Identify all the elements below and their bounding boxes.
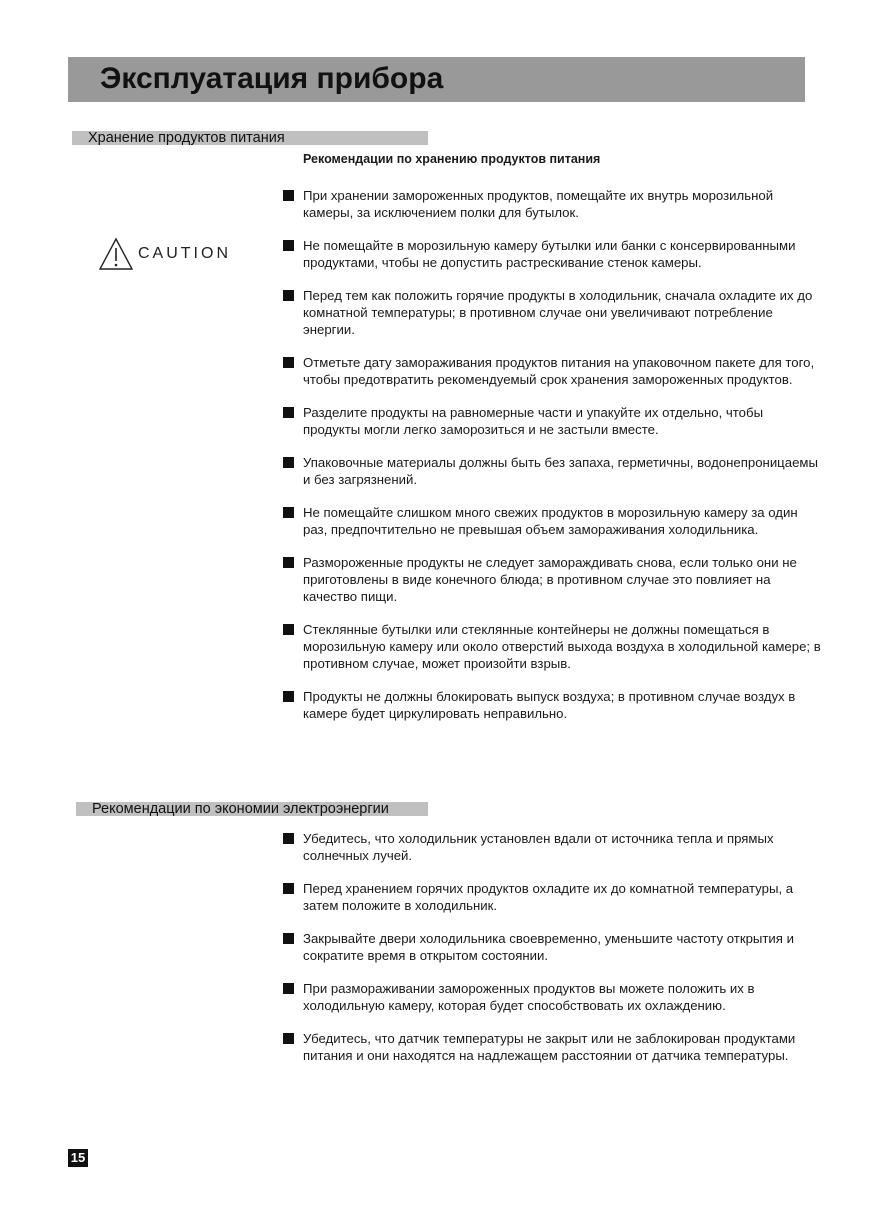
subheading: Рекомендации по хранению продуктов питания xyxy=(303,152,601,166)
bullet-square-icon xyxy=(283,983,294,994)
caution-notice xyxy=(98,237,231,271)
caution-label: CAUTION xyxy=(138,245,231,262)
bullet-square-icon xyxy=(283,190,294,201)
page-number: 15 xyxy=(68,1149,88,1167)
list-item: Убедитесь, что холодильник установлен вдали от источника тепла и прямых солнечных лучей. xyxy=(283,830,823,864)
list-item: Продукты не должны блокировать выпуск воздуха; в противном случае воздух в камере будет циркулировать неправильно. xyxy=(283,688,823,722)
page-title: Эксплуатация прибора xyxy=(100,62,444,95)
section-heading-label: Хранение продуктов питания xyxy=(88,130,285,146)
bullet-square-icon xyxy=(283,933,294,944)
bullet-square-icon xyxy=(283,691,294,702)
bullet-square-icon xyxy=(283,290,294,301)
bullet-square-icon xyxy=(283,557,294,568)
list-item: Перед тем как положить горячие продукты в холодильник, сначала охладите их до комнатной температуры; в противном случае они увеличивают потребление энергии. xyxy=(283,287,823,338)
list-item: Не помещайте слишком много свежих продуктов в морозильную камеру за один раз, предпочтительно не превышая объем замораживания холодильника. xyxy=(283,504,823,538)
energy-saving-list xyxy=(283,830,823,1064)
bullet-square-icon xyxy=(283,1033,294,1044)
list-item: Разделите продукты на равномерные части и упакуйте их отдельно, чтобы продукты могли легко заморозиться и не застыли вместе. xyxy=(283,404,823,438)
list-item: Упаковочные материалы должны быть без запаха, герметичны, водонепроницаемы и без загрязнений. xyxy=(283,454,823,488)
bullet-square-icon xyxy=(283,624,294,635)
section-heading-label: Рекомендации по экономии электроэнергии xyxy=(92,801,389,817)
list-item: Размороженные продукты не следует замораждивать снова, если только они не приготовлены в виде конечного блюда; в противном случае это повлияет на качество пищи. xyxy=(283,554,823,605)
bullet-square-icon xyxy=(283,833,294,844)
list-item: При размораживании замороженных продуктов вы можете положить их в холодильную камеру, которая будет способствовать их охлаждению. xyxy=(283,980,823,1014)
list-item: Закрывайте двери холодильника своевременно, уменьшите частоту открытия и сократите время в открытом состоянии. xyxy=(283,930,823,964)
bullet-square-icon xyxy=(283,883,294,894)
list-item: При хранении замороженных продуктов, помещайте их внутрь морозильной камеры, за исключением полки для бутылок. xyxy=(283,187,823,221)
list-item: Не помещайте в морозильную камеру бутылки или банки с консервированными продуктами, чтобы не допустить растрескивание стенок камеры. xyxy=(283,237,823,271)
bullet-square-icon xyxy=(283,457,294,468)
bullet-square-icon xyxy=(283,357,294,368)
warning-triangle-icon xyxy=(98,237,134,271)
section-heading-food-storage xyxy=(72,131,428,145)
list-item: Отметьте дату замораживания продуктов питания на упаковочном пакете для того, чтобы предотвратить рекомендуемый срок хранения замороженных продуктов. xyxy=(283,354,823,388)
list-item: Стеклянные бутылки или стеклянные контейнеры не должны помещаться в морозильную камеру или около отверстий выхода воздуха в холодильной камере; в противном случае, может произойти взрыв. xyxy=(283,621,823,672)
bullet-square-icon xyxy=(283,240,294,251)
list-item: Убедитесь, что датчик температуры не закрыт или не заблокирован продуктами питания и они находятся на надлежащем расстоянии от датчика температуры. xyxy=(283,1030,823,1064)
bullet-square-icon xyxy=(283,407,294,418)
food-storage-list xyxy=(283,187,823,722)
bullet-square-icon xyxy=(283,507,294,518)
section-heading-energy-saving xyxy=(76,802,428,816)
list-item: Перед хранением горячих продуктов охладите их до комнатной температуры, а затем положите в холодильник. xyxy=(283,880,823,914)
